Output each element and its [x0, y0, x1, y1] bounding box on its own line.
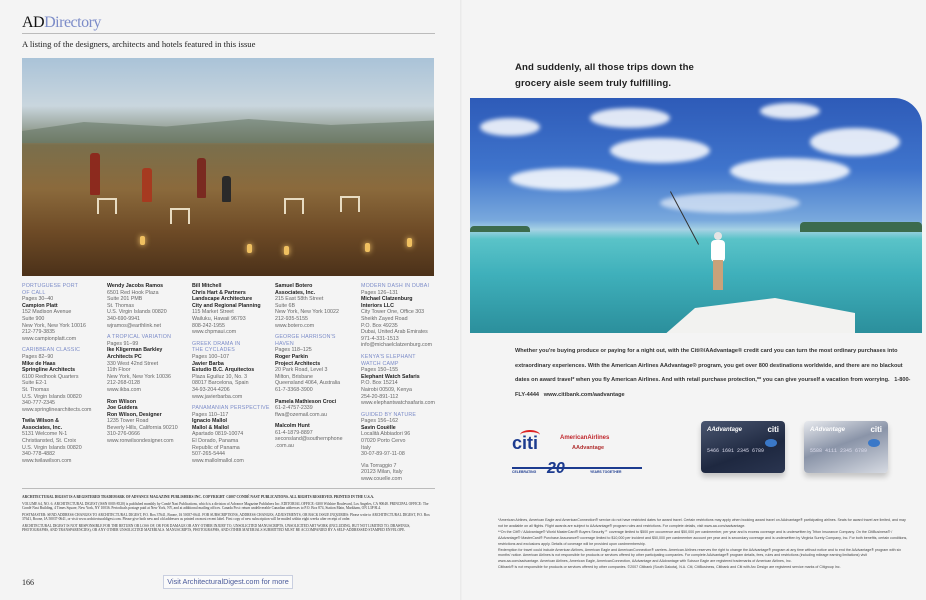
entry-name: Mallol & Mallol: [192, 424, 229, 431]
entry-detail: Sheikh Zayed Road: [361, 315, 408, 322]
citi-aadvantage-logo: [512, 430, 647, 485]
photo-lantern: [247, 244, 252, 253]
entry-detail: City Tower One, Office 303: [361, 309, 425, 316]
american-airlines-logo: AmericanAirlines: [560, 435, 610, 441]
entry-name: Estudio B.C. Arquitectos: [192, 367, 255, 374]
entry-name: Michael Clatzenburg: [361, 296, 413, 303]
directory-column: [361, 283, 445, 483]
section-heading: GUIDED BY NATURE: [361, 411, 417, 418]
photo-chair: [97, 198, 117, 214]
entry-detail: 30-07-89-97-11-08: [361, 451, 405, 458]
entry-name: Associates, Inc.: [275, 289, 316, 296]
citi-logo: citi: [512, 433, 539, 453]
entry-detail: 212-268-0128: [107, 380, 140, 387]
credit-card-silver: [804, 421, 888, 473]
aadvantage-logo: AAdvantage: [572, 445, 605, 451]
entry-detail: .com.au: [275, 443, 294, 450]
entry-detail: www.twilawilson.com: [22, 457, 72, 464]
entry-detail: 61-4-1879-8897: [275, 429, 313, 436]
entry-detail: U.S. Virgin Islands 00820: [22, 393, 82, 400]
photo-island: [470, 226, 530, 232]
entry-detail: 212-935-5155: [275, 315, 308, 322]
section-heading: GEORGE HARRISON'S: [275, 334, 336, 341]
brand-ad: AD: [22, 14, 45, 31]
section-heading: HAVEN: [275, 340, 294, 347]
entry-detail: flwa@ozemail.com.au: [275, 411, 327, 418]
entry-detail: 20123 Milan, Italy: [361, 469, 403, 476]
entry-detail: Republic of Panama: [192, 444, 240, 451]
entry-detail: 254-20-891-112: [361, 393, 399, 400]
directory-column: [107, 283, 191, 445]
entry-detail: Dubai, United Arab Emirates: [361, 329, 428, 336]
entry-detail: 08017 Barcelona, Spain: [192, 380, 249, 387]
photo-cloud: [610, 138, 710, 163]
entry-name: Ignacio Mallol: [192, 418, 228, 425]
entry-detail: www.chpmaui.com: [192, 329, 237, 336]
entry-name: Malcolm Hunt: [275, 423, 310, 430]
twenty-years-number: 20: [547, 460, 565, 477]
entry-detail: 971-4-331-1513: [361, 335, 399, 342]
boat-bow: [655, 293, 855, 333]
section-heading: PORTUGUESE PORT: [22, 283, 79, 289]
entry-detail: www.campionplatt.com: [22, 335, 77, 342]
entry-detail: P.O. Box 49235: [361, 322, 398, 329]
section-heading: WATCH CAMP: [361, 360, 399, 367]
photo-chair: [284, 198, 304, 214]
disclaimer-paragraph: Redemption for travel could include American Airlines, American Eagle and AmericanConnection® carriers. American Airlines reserves the right to change the AAdvantage® program at any time without notice and to end the AAdvantage® program with six months' notice. American Airlines is not responsible for products or services offered by other participating companies. For complete AAdvantage® program details, fees, rules and restrictions (including mileage earning limitations) visit www.aa.com/aadvantage. American Airlines, American Eagle, AmericanConnection, AAdvantage and AAdvantage with Scissor Eagle are registered trademarks of American Airlines, Inc.: [498, 547, 902, 564]
photo-figure: [222, 176, 231, 202]
photo-figure: [90, 153, 100, 195]
photo-chair: [340, 196, 360, 212]
entry-detail: Pages 91–99: [107, 340, 139, 347]
photo-cloud: [730, 158, 850, 184]
ad-headline: [515, 60, 694, 92]
ad-phone: 1-800-FLY-4444: [515, 377, 911, 399]
card-issuer: citi: [767, 425, 779, 434]
entry-name: Ron Wilson, Designer: [107, 411, 162, 418]
entry-detail: 808-242-1955: [192, 322, 225, 329]
footer-divider: [22, 488, 435, 489]
entry-detail: U.S. Virgin Islands 00820: [107, 309, 167, 316]
entry-detail: www.botero.com: [275, 322, 315, 329]
directory-column: [22, 283, 106, 464]
volume-notice: VOLUME 64, NO. 6. ARCHITECTURAL DIGEST (ISSN 0003-8520) is published monthly by Condé Nast Publications, which is a division of Advance Magazine Publishers Inc. EDITORIAL OFFICE: 6300 Wilshire Boulevard, Los Angeles, CA 90048. PRINCIPAL OFFICE: The Condé Nast Building, 4 Times Square, New York, NY 10036. Periodicals postage paid at New York, NY, and at additional mailing offices. Canada Post: return undeliverable Canadian addresses to P.O. Box 874, Station Main, Markham, ON L3P 8L4.: [22, 501, 429, 510]
entry-detail: Pages 30–40: [22, 296, 54, 303]
entry-detail: Pages 126–131: [361, 289, 399, 296]
disclaimer-paragraph: **On the Citi® / AAdvantage® World MasterCard® Buyers Security℠ coverage limited to $500 per occurrence and $50,000 per cardmember, per year and is excess coverage and is underwritten by Triton Insurance Company. On the CitiBusiness® / AAdvantage® MasterCard® Purchase Assurance® coverage limited to $10,000 per incident and $50,000 per cardmember account per year and is secondary coverage and is underwritten by Virginia Surety Company, Inc. For both benefits, certain conditions, restrictions and exclusions apply. Details of coverage will be provided upon cardmembership.: [498, 529, 908, 546]
photo-lantern: [407, 238, 412, 247]
card-number: 5588 4111 2345 6789: [810, 448, 868, 454]
headline-line-1: And suddenly, all those trips down the: [515, 62, 694, 73]
entry-detail: 340-778-4882: [22, 451, 55, 458]
entry-detail: 61-7-3368-3900: [275, 386, 313, 393]
entry-detail: www.ikba.com: [107, 386, 141, 393]
entry-name: Campion Platt: [22, 302, 58, 309]
header-divider: [22, 33, 435, 34]
publication-fine-print: [22, 495, 435, 534]
entry-detail: 215 East 58th Street: [275, 296, 324, 303]
entry-name: Samuel Botero: [275, 283, 313, 289]
entry-name: City and Regional Planning: [192, 302, 261, 309]
section-heading: CARIBBEAN CLASSIC: [22, 347, 81, 354]
section-heading: MODERN DASH IN DUBAI: [361, 283, 430, 289]
photo-lantern: [365, 243, 370, 252]
directory-column: [275, 283, 359, 450]
entry-detail: Pages 110–117: [192, 411, 229, 418]
trademark-notice: ARCHITECTURAL DIGEST IS A REGISTERED TRADEMARK OF ADVANCE MAGAZINE PUBLISHERS INC. COPYRIGHT ©2007 CONDÉ NAST PUBLICATIONS. ALL RIGHTS RESERVED. PRINTED IN THE U.S.A.: [22, 495, 375, 499]
entry-name: Elephant Watch Safaris: [361, 373, 420, 380]
entry-detail: 310-276-0666: [107, 431, 140, 438]
entry-detail: P.O. Box 15214: [361, 380, 398, 387]
entry-detail: Pages 118–125: [275, 347, 312, 354]
photo-cloud: [510, 168, 620, 190]
hologram-icon: [765, 439, 777, 447]
entry-detail: 115 Market Street: [192, 309, 234, 316]
entry-name: Wendy Jacobs Ramos: [107, 283, 164, 289]
ad-disclaimer: [498, 518, 908, 571]
entry-detail: seconsland@southernphone: [275, 436, 343, 443]
entry-detail: New York, New York 10016: [22, 322, 86, 329]
entry-name: Project Architects: [275, 360, 321, 367]
entry-name: Chris Hart & Partners: [192, 289, 246, 296]
responsibility-notice: ARCHITECTURAL DIGEST IS NOT RESPONSIBLE FOR THE RETURN OR LOSS OF, OR FOR DAMAGE OR ANY OTHER INJURY TO, UNSOLICITED MANUSCRIPTS, UNSOLICITED ART WORK (INCLUDING, BUT NOT LIMITED TO, DRAWINGS, PHOTOGRAPHS, AND TRANSPARENCIES), OR ANY OTHER UNSOLICITED MATERIALS. MANUSCRIPTS, PHOTOGRAPHS, AND OTHER MATERIALS SUBMITTED MUST BE ACCOMPANIED BY A SELF-ADDRESSED STAMPED ENVELOPE.: [22, 523, 411, 532]
brand-directory: Directory: [44, 14, 101, 31]
entry-detail: www.javierbarba.com: [192, 393, 243, 400]
fisherman: [708, 230, 728, 300]
entry-detail: 20 Park Road, Level 3: [275, 367, 328, 374]
photo-cloud: [480, 118, 540, 136]
entry-detail: 212-779-3835: [22, 329, 55, 336]
entry-name: Ike Kligerman Barkley: [107, 347, 163, 354]
entry-detail: Wailuku, Hawaii 96793: [192, 315, 246, 322]
entry-detail: Suite 6B: [275, 302, 296, 309]
entry-detail: Beverly Hills, California 90210: [107, 424, 178, 431]
entry-name: Bill Mitchell: [192, 283, 222, 289]
entry-detail: www.couelle.com: [361, 476, 402, 483]
entry-name: Roger Parkin: [275, 353, 308, 360]
entry-name: Landscape Architecture: [192, 296, 253, 303]
entry-detail: 6100 Redhook Quarters: [22, 373, 79, 380]
photo-cloud: [810, 128, 900, 156]
photo-cloud: [590, 108, 670, 128]
entry-detail: 340-777-2345: [22, 400, 55, 407]
entry-name: Joe Guidera: [107, 405, 138, 412]
photo-lantern: [140, 236, 145, 245]
page-number: 166: [22, 578, 34, 587]
entry-detail: Plaza Eguiluz 10, No. 3: [192, 373, 248, 380]
entry-name: Associates, Inc.: [22, 424, 63, 431]
entry-detail: www.elephantwatchsafaris.com: [361, 400, 435, 407]
headline-line-2: grocery aisle seem truly fulfilling.: [515, 78, 672, 89]
entry-detail: Milton, Brisbane: [275, 373, 313, 380]
entry-detail: Christiansted, St. Croix: [22, 438, 77, 445]
section-heading: PANAMANIAN PERSPECTIVE: [192, 405, 270, 412]
visit-website-link[interactable]: Visit ArchitecturalDigest.com for more: [163, 575, 293, 589]
entry-detail: El Dorado, Panama: [192, 438, 239, 445]
photo-lantern: [284, 246, 289, 255]
card-issuer: citi: [870, 425, 882, 434]
entry-detail: Queensland 4064, Australia: [275, 380, 341, 387]
entry-detail: St. Thomas: [107, 302, 134, 309]
logo-bar: [512, 467, 642, 469]
entry-detail: 507-265-5444: [192, 451, 225, 458]
entry-detail: wjramos@earthlink.net: [107, 322, 161, 329]
directory-listing: [22, 283, 442, 483]
entry-detail: Pages 100–107: [192, 353, 230, 360]
safari-camp-photo: [22, 58, 434, 276]
entry-detail: 6501 Red Hook Plaza: [107, 289, 159, 296]
entry-detail: www.springlinearchitects.com: [22, 406, 92, 413]
entry-detail: Suite E2-1: [22, 380, 47, 387]
entry-detail: 152 Madison Avenue: [22, 309, 72, 316]
entry-detail: 5131 Welcome N-1: [22, 431, 68, 438]
entry-detail: 34-93-204-4206: [192, 386, 230, 393]
entry-name: Ron Wilson: [107, 398, 137, 405]
section-heading: OF CALL: [22, 289, 46, 296]
section-heading: A TROPICAL VARIATION: [107, 334, 172, 341]
entry-detail: Pages 150–155: [361, 367, 399, 374]
entry-name: Javier Barba: [192, 360, 224, 367]
entry-detail: U.S. Virgin Islands 00820: [22, 444, 82, 451]
entry-detail: Italy: [361, 444, 371, 451]
photo-cloud: [760, 103, 820, 119]
entry-detail: www.ronwilsondesigner.com: [107, 438, 174, 445]
entry-name: Pamela Mathieson Croci: [275, 398, 337, 405]
photo-island: [800, 222, 922, 232]
photo-chair: [170, 208, 190, 224]
entry-detail: Via Torraggio 7: [361, 462, 397, 469]
entry-detail: Suite 201 PMB: [107, 296, 143, 303]
entry-detail: www.mallolmallol.com: [192, 457, 244, 464]
disclaimer-paragraph: *American Airlines, American Eagle and AmericanConnection® service do not have restricted dates for award travel. Certain restrictions may apply when booking award travel on AAdvantage® participating airlines. Seats for award travel are limited, and may not be available on all flights. Flight awards are subject to AAdvantage® program rules and restrictions. For complete details, visit www.aa.com/aadvantage.: [498, 518, 906, 528]
entry-name: Architects PC: [107, 353, 142, 360]
section-heading: KENYA'S ELEPHANT: [361, 353, 416, 360]
entry-name: Twila Wilson &: [22, 418, 59, 425]
card-number: 5466 1601 2345 6789: [707, 448, 765, 454]
celebrating-text: CELEBRATING: [512, 470, 537, 474]
directory-column: [192, 283, 276, 464]
card-brand: AAdvantage: [707, 427, 743, 433]
entry-name: Springline Architects: [22, 367, 76, 374]
page-subtitle: A listing of the designers, architects and hotels featured in this issue: [22, 39, 256, 49]
ad-body-copy: [515, 344, 915, 403]
entry-detail: Nairobi 00509, Kenya: [361, 386, 412, 393]
photo-hills: [22, 113, 434, 143]
entry-detail: 1235 Tower Road: [107, 418, 149, 425]
entry-detail: St. Thomas: [22, 386, 49, 393]
section-heading: THE CYCLADES: [192, 347, 236, 354]
years-together-text: YEARS TOGETHER: [590, 470, 622, 474]
fishing-boat-photo: [470, 98, 922, 333]
entry-detail: Pages 156–162: [361, 418, 399, 425]
entry-detail: info@michaelclatzenburg.com: [361, 342, 433, 349]
entry-detail: Apartado 0819-10074: [192, 431, 244, 438]
entry-detail: New York, New York 10022: [275, 309, 339, 316]
entry-detail: Suite 900: [22, 315, 45, 322]
hologram-icon: [868, 439, 880, 447]
entry-detail: New York, New York 10036: [107, 373, 171, 380]
card-brand: AAdvantage: [810, 427, 846, 433]
ad-directory-logo: [22, 14, 101, 32]
entry-detail: Località Abbiadori 96: [361, 431, 411, 438]
disclaimer-paragraph: Citibank® is not responsible for products or services offered by other companies. ©2007 Citibank (South Dakota), N.A. Citi, CitiBusiness, Citibank and Citi with Arc Design are registered service marks of Citigroup Inc.: [498, 565, 841, 570]
credit-card-dark: [701, 421, 785, 473]
photo-figure: [197, 158, 206, 198]
ad-url[interactable]: www.citibank.com/aadvantage: [543, 392, 625, 399]
photo-figure: [142, 168, 152, 202]
entry-detail: 330 West 42nd Street: [107, 360, 159, 367]
entry-detail: 61-2-4757-2339: [275, 405, 313, 412]
entry-name: Interiors LLC: [361, 302, 394, 309]
postmaster-notice: POSTMASTER: SEND ADDRESS CHANGES TO ARCHITECTURAL DIGEST, P.O. Box 37641, Boone, IA 50037-0641. FOR SUBSCRIPTIONS, ADDRESS CHANGES, ADJUSTMENTS, OR BACK ISSUE INQUIRIES: Please write to ARCHITECTURAL DIGEST, P.O. Box 37641, Boone, IA 50037-0641, or visit www.architecturaldigest.com. Please give both new and old addresses as printed on most recent label. First copy of new subscription will be mailed within eight weeks after receipt of order.: [22, 512, 430, 521]
entry-name: Savin Couëlle: [361, 424, 396, 431]
entry-detail: Pages 82–90: [22, 353, 54, 360]
section-heading: GREEK DRAMA IN: [192, 340, 241, 347]
entry-name: Mike de Haas: [22, 360, 56, 367]
entry-detail: 11th Floor: [107, 367, 131, 374]
entry-detail: 340-690-9941: [107, 315, 140, 322]
body-text: Whether you're buying produce or paying for a night out, with the Citi®/AAdvantage® credit card you can turn the most ordinary purchases into extraordinary experiences. With the American Airlines AAdvantage® program, you get over 800 destinations worldwide, and there are no blackout dates on award travel* when you fly American Airlines. And with retail purchase protection,** you can give yourself a vacation from worrying.: [515, 348, 903, 384]
entry-detail: 07020 Porto Cervo: [361, 438, 406, 445]
